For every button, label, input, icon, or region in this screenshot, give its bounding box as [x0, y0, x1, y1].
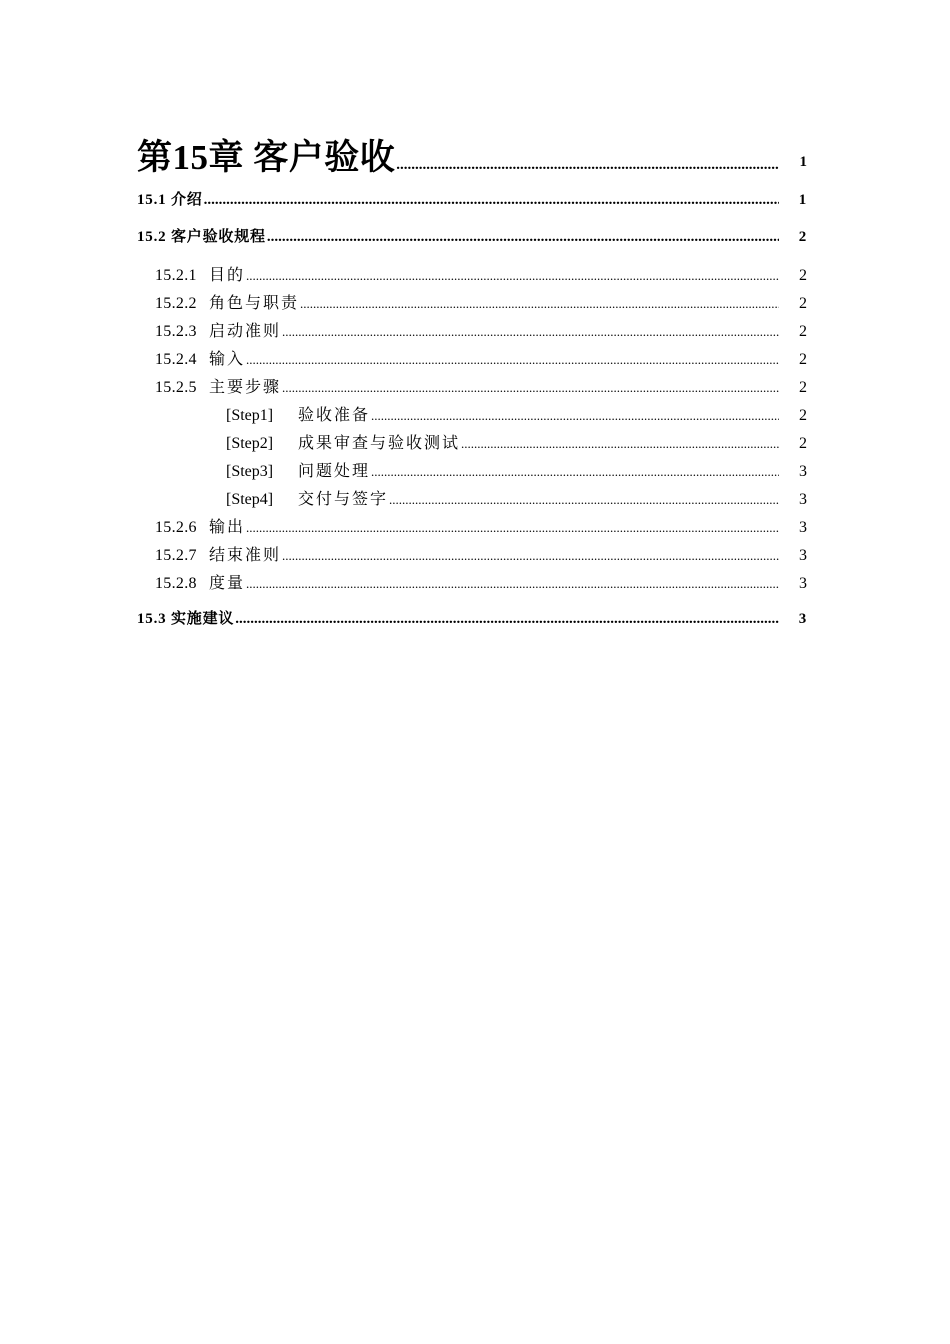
page-number: 1: [798, 192, 807, 208]
step-number: [Step1]: [226, 407, 274, 424]
subsection-number: 15.2.3: [155, 323, 197, 340]
table-of-contents: [137, 130, 807, 631]
dot-leader: [267, 229, 779, 246]
subsection-number: 15.2.5: [155, 379, 197, 396]
toc-entry-step3[interactable]: [137, 458, 807, 486]
dot-leader: [246, 352, 779, 368]
toc-entry-step2[interactable]: [137, 430, 807, 458]
subsection-number: 15.2.6: [155, 519, 197, 536]
dot-leader: [282, 548, 779, 564]
toc-entry-15-1[interactable]: [137, 188, 807, 212]
dot-leader: [246, 268, 779, 284]
subsection-number: 15.2.4: [155, 351, 197, 368]
page-number: 2: [799, 435, 807, 452]
chapter-title: 第15章 客户验收: [137, 138, 396, 177]
section-title: 15.1 介绍: [137, 192, 203, 208]
subsection-number: 15.2.1: [155, 267, 197, 284]
toc-entry-15-2[interactable]: [137, 225, 807, 249]
toc-entry-15-2-7[interactable]: [137, 542, 807, 570]
subsection-title: 度量: [209, 575, 246, 592]
toc-entry-15-2-3[interactable]: [137, 318, 807, 346]
page-number: 1: [799, 154, 807, 170]
dot-leader: [235, 611, 779, 628]
step-number: [Step2]: [226, 435, 274, 452]
dot-leader: [371, 464, 779, 480]
page-number: 3: [799, 575, 807, 592]
subsection-title: 目的: [209, 267, 246, 284]
page-number: 2: [799, 267, 807, 284]
step-title: 验收准备: [298, 407, 371, 424]
subsection-number: 15.2.7: [155, 547, 197, 564]
page-number: 2: [799, 379, 807, 396]
dot-leader: [396, 157, 779, 174]
page-number: 3: [799, 547, 807, 564]
page-number: 3: [799, 463, 807, 480]
toc-entry-chapter[interactable]: [137, 130, 807, 176]
subsection-title: 角色与职责: [209, 295, 300, 312]
subsection-title: 输出: [209, 519, 246, 536]
page-number: 3: [799, 491, 807, 508]
dot-leader: [204, 192, 779, 209]
subsection-title: 结束准则: [209, 547, 282, 564]
subsection-title: 主要步骤: [209, 379, 282, 396]
subsection-title: 启动准则: [209, 323, 282, 340]
subsection-title: 输入: [209, 351, 246, 368]
toc-entry-step1[interactable]: [137, 402, 807, 430]
subsection-number: 15.2.8: [155, 575, 197, 592]
toc-entry-15-2-4[interactable]: [137, 346, 807, 374]
page-number: 2: [799, 351, 807, 368]
step-number: [Step3]: [226, 463, 274, 480]
step-title: 交付与签字: [298, 491, 389, 508]
step-number: [Step4]: [226, 491, 274, 508]
step-title: 问题处理: [298, 463, 371, 480]
toc-entry-15-2-1[interactable]: [137, 262, 807, 290]
toc-entry-15-2-2[interactable]: [137, 290, 807, 318]
page-number: 2: [799, 407, 807, 424]
toc-entry-15-2-8[interactable]: [137, 570, 807, 598]
step-title: 成果审查与验收测试: [298, 435, 461, 452]
page-number: 2: [798, 229, 807, 245]
dot-leader: [461, 436, 779, 452]
section-title: 15.2 客户验收规程: [137, 229, 266, 245]
toc-entry-15-2-5[interactable]: [137, 374, 807, 402]
toc-entry-step4[interactable]: [137, 486, 807, 514]
page-number: 2: [799, 323, 807, 340]
section-title: 15.3 实施建议: [137, 611, 235, 627]
dot-leader: [300, 296, 779, 312]
dot-leader: [282, 380, 779, 396]
toc-entry-15-2-6[interactable]: [137, 514, 807, 542]
dot-leader: [246, 520, 779, 536]
subsection-number: 15.2.2: [155, 295, 197, 312]
dot-leader: [282, 324, 779, 340]
page-number: 2: [799, 295, 807, 312]
dot-leader: [371, 408, 779, 424]
dot-leader: [246, 576, 779, 592]
dot-leader: [389, 492, 779, 508]
toc-entry-15-3[interactable]: [137, 607, 807, 631]
page-number: 3: [798, 611, 807, 627]
page-number: 3: [799, 519, 807, 536]
